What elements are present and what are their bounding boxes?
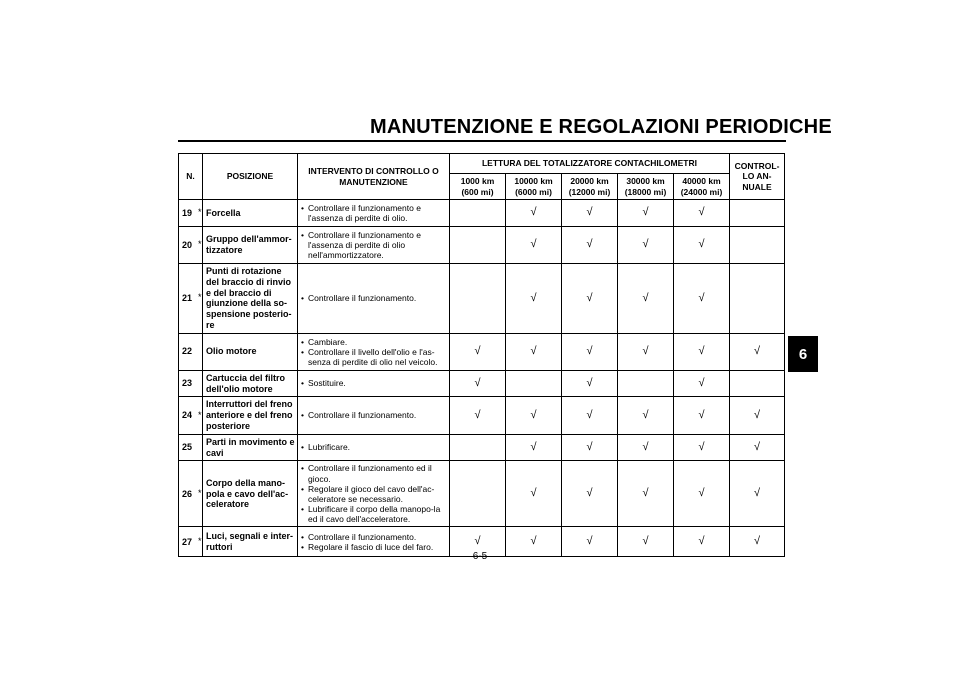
row-intervention <box>298 227 450 264</box>
check-cell-km-3: √ <box>618 461 674 527</box>
check-cell-km-4: √ <box>674 264 730 334</box>
check-cell-km-2: √ <box>562 370 618 397</box>
check-cell-annual: √ <box>730 397 785 434</box>
check-cell-km-0 <box>450 434 506 461</box>
check-cell-annual <box>730 370 785 397</box>
check-cell-km-2: √ <box>562 264 618 334</box>
check-cell-km-4: √ <box>674 527 730 557</box>
header-n: N. <box>179 154 203 200</box>
header-intervention: INTERVENTO DI CONTROLLO O MANUTENZIONE <box>298 154 450 200</box>
intervention-item: • Regolare il gioco del cavo dell'ac-celeratore se necessario. <box>301 484 447 504</box>
table-row <box>179 264 785 334</box>
row-number <box>179 397 203 434</box>
header-km-2 <box>562 174 618 200</box>
km-label: 30000 km <box>626 176 665 187</box>
row-intervention <box>298 333 450 370</box>
check-cell-km-3: √ <box>618 200 674 227</box>
check-cell-km-3 <box>618 370 674 397</box>
check-cell-annual: √ <box>730 434 785 461</box>
intervention-item: • Controllare il funzionamento e l'assenza di perdite di olio nell'ammortizzatore. <box>301 230 447 261</box>
row-number <box>179 370 203 397</box>
check-cell-km-1: √ <box>506 397 562 434</box>
dealer-service-asterisk: * <box>198 535 202 546</box>
table-row <box>179 461 785 527</box>
check-cell-km-0: √ <box>450 370 506 397</box>
row-intervention <box>298 434 450 461</box>
chapter-tab: 6 <box>788 336 818 372</box>
row-position: Cartuccia del filtro dell'olio motore <box>203 370 298 397</box>
check-cell-annual: √ <box>730 461 785 527</box>
mi-label: (6000 mi) <box>515 186 552 197</box>
check-cell-km-2: √ <box>562 227 618 264</box>
table-row <box>179 227 785 264</box>
header-km-0 <box>450 174 506 200</box>
check-cell-km-3: √ <box>618 527 674 557</box>
check-cell-km-3: √ <box>618 397 674 434</box>
intervention-item: • Controllare il livello dell'olio e l'as-senza di perdite di olio nel veicolo. <box>301 347 447 367</box>
intervention-item: • Cambiare. <box>301 337 447 347</box>
dealer-service-asterisk: * <box>198 292 202 303</box>
row-position: Gruppo dell'ammor-tizzatore <box>203 227 298 264</box>
check-cell-km-0: √ <box>450 333 506 370</box>
mi-label: (18000 mi) <box>624 186 667 197</box>
row-position: Olio motore <box>203 333 298 370</box>
table-row <box>179 370 785 397</box>
intervention-item: • Controllare il funzionamento e l'assenza di perdite di olio. <box>301 203 447 223</box>
check-cell-km-2: √ <box>562 527 618 557</box>
check-cell-annual: √ <box>730 527 785 557</box>
check-cell-km-2: √ <box>562 333 618 370</box>
check-cell-km-1: √ <box>506 227 562 264</box>
row-position: Punti di rotazione del braccio di rinvio e del braccio di giunzione della so-spensione posterio-re <box>203 264 298 334</box>
dealer-service-asterisk: * <box>198 487 202 498</box>
check-cell-km-3: √ <box>618 264 674 334</box>
header-km-3 <box>618 174 674 200</box>
intervention-item: • Controllare il funzionamento. <box>301 293 447 303</box>
row-intervention <box>298 200 450 227</box>
check-cell-km-1: √ <box>506 333 562 370</box>
mi-label: (12000 mi) <box>568 186 611 197</box>
check-cell-km-3: √ <box>618 227 674 264</box>
mi-label: (600 mi) <box>461 186 494 197</box>
dealer-service-asterisk: * <box>198 207 202 217</box>
header-km-4 <box>674 174 730 200</box>
row-number <box>179 434 203 461</box>
row-number <box>179 200 203 227</box>
table-row <box>179 397 785 434</box>
row-intervention <box>298 397 450 434</box>
check-cell-km-4: √ <box>674 397 730 434</box>
check-cell-km-1: √ <box>506 434 562 461</box>
row-number <box>179 333 203 370</box>
header-position: POSIZIONE <box>203 154 298 200</box>
check-cell-km-0 <box>450 264 506 334</box>
row-position: Interruttori del freno anteriore e del freno posteriore <box>203 397 298 434</box>
intervention-item: • Sostituire. <box>301 378 447 388</box>
intervention-item: • Controllare il funzionamento. <box>301 410 447 420</box>
row-intervention <box>298 264 450 334</box>
check-cell-km-0 <box>450 461 506 527</box>
check-cell-km-0 <box>450 227 506 264</box>
dealer-service-asterisk: * <box>198 239 202 249</box>
row-number-text: 26 <box>182 488 193 499</box>
row-intervention <box>298 527 450 557</box>
check-cell-km-0: √ <box>450 397 506 434</box>
intervention-item: • Controllare il funzionamento ed il gioco. <box>301 463 447 483</box>
row-number <box>179 461 203 527</box>
row-number <box>179 227 203 264</box>
row-number-text: 22 <box>182 346 193 357</box>
row-number-text: 21 <box>182 292 193 303</box>
check-cell-km-1: √ <box>506 200 562 227</box>
check-cell-km-4: √ <box>674 434 730 461</box>
row-number-text: 24 <box>182 410 193 421</box>
row-position: Forcella <box>203 200 298 227</box>
table-row <box>179 333 785 370</box>
check-cell-km-0: √ <box>450 527 506 557</box>
row-intervention <box>298 461 450 527</box>
header-annual: CONTROL-LO AN-NUALE <box>730 154 785 200</box>
check-cell-km-4: √ <box>674 461 730 527</box>
row-position: Corpo della mano-pola e cavo dell'ac-celeratore <box>203 461 298 527</box>
row-number-text: 19 <box>182 207 193 218</box>
check-cell-km-4: √ <box>674 333 730 370</box>
intervention-item: • Lubrificare il corpo della manopo-la ed il cavo dell'acceleratore. <box>301 504 447 524</box>
check-cell-km-4: √ <box>674 200 730 227</box>
km-label: 1000 km <box>460 176 495 187</box>
check-cell-km-4: √ <box>674 227 730 264</box>
check-cell-annual <box>730 264 785 334</box>
row-number-text: 27 <box>182 536 193 547</box>
intervention-item: • Controllare il funzionamento. <box>301 532 447 542</box>
intervention-item: • Regolare il fascio di luce del faro. <box>301 542 447 552</box>
check-cell-annual <box>730 227 785 264</box>
page-title: MANUTENZIONE E REGOLAZIONI PERIODICHE <box>370 116 832 138</box>
header-km-1 <box>506 174 562 200</box>
row-number-text: 20 <box>182 239 193 250</box>
table-row <box>179 434 785 461</box>
row-position: Luci, segnali e inter-ruttori <box>203 527 298 557</box>
check-cell-km-3: √ <box>618 434 674 461</box>
intervention-item: • Lubrificare. <box>301 442 447 452</box>
check-cell-km-1: √ <box>506 527 562 557</box>
row-position: Parti in movimento e cavi <box>203 434 298 461</box>
check-cell-km-0 <box>450 200 506 227</box>
page-number: 6-5 <box>472 551 488 562</box>
check-cell-km-2: √ <box>562 434 618 461</box>
check-cell-km-1: √ <box>506 264 562 334</box>
km-label: 10000 km <box>514 176 553 187</box>
check-cell-km-2: √ <box>562 200 618 227</box>
row-number <box>179 527 203 557</box>
check-cell-km-2: √ <box>562 461 618 527</box>
check-cell-km-1 <box>506 370 562 397</box>
mi-label: (24000 mi) <box>680 186 723 197</box>
km-label: 20000 km <box>570 176 609 187</box>
check-cell-km-1: √ <box>506 461 562 527</box>
km-label: 40000 km <box>682 176 721 187</box>
check-cell-km-3: √ <box>618 333 674 370</box>
check-cell-annual: √ <box>730 333 785 370</box>
check-cell-km-4: √ <box>674 370 730 397</box>
title-rule <box>178 140 786 142</box>
check-cell-km-2: √ <box>562 397 618 434</box>
table-row <box>179 200 785 227</box>
check-cell-annual <box>730 200 785 227</box>
maintenance-table <box>178 153 785 557</box>
dealer-service-asterisk: * <box>198 409 202 420</box>
row-intervention <box>298 370 450 397</box>
header-odometer: LETTURA DEL TOTALIZZATORE CONTACHILOMETRI <box>450 154 730 174</box>
row-number-text: 25 <box>182 442 193 453</box>
row-number-text: 23 <box>182 378 193 389</box>
row-number <box>179 264 203 334</box>
